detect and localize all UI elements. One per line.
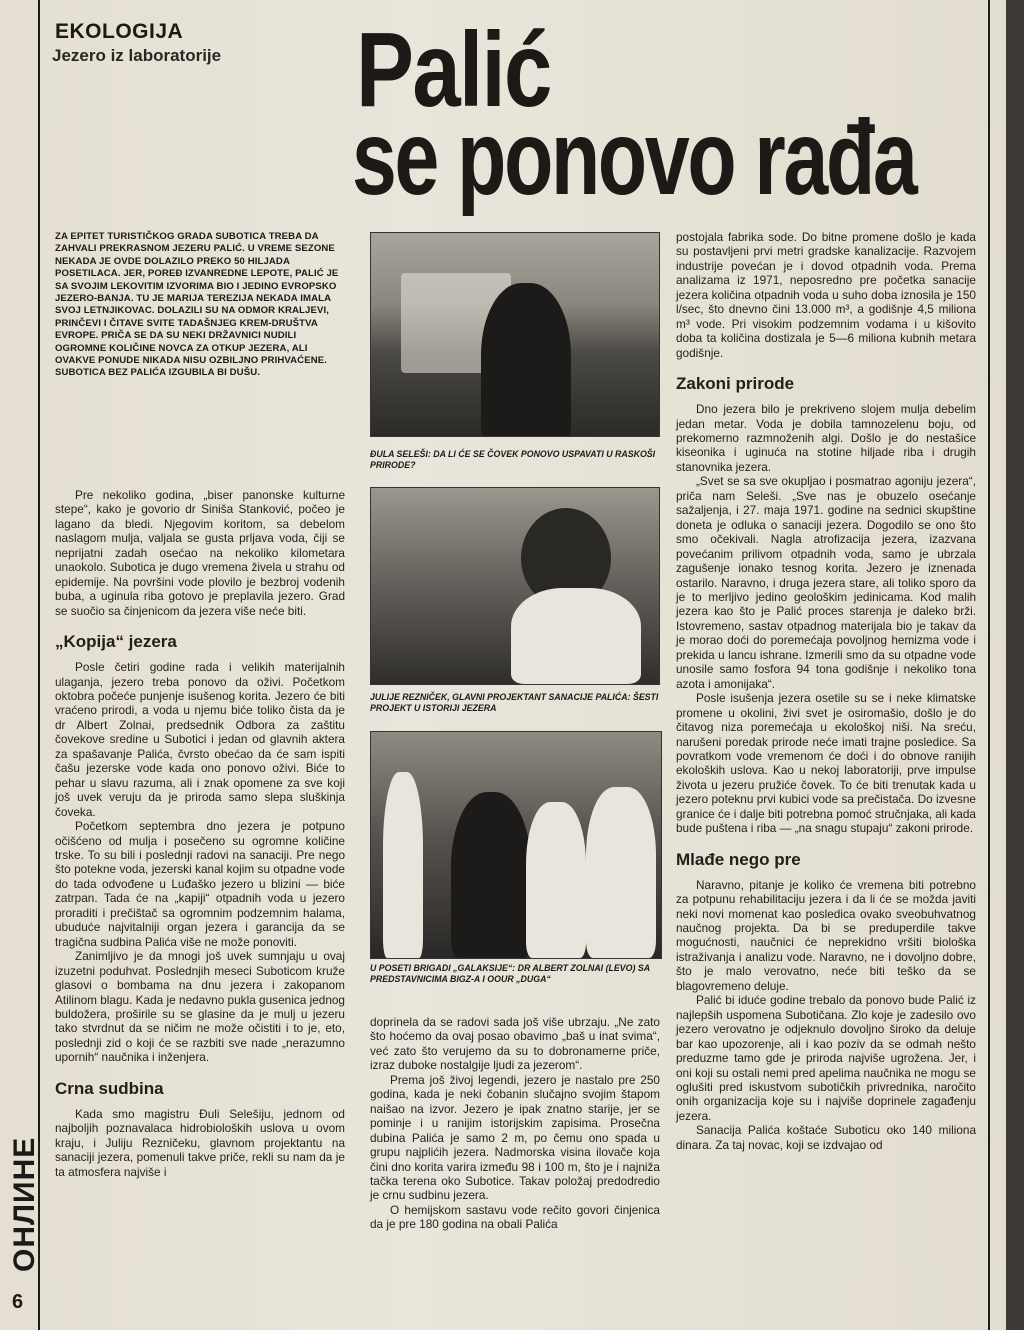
- section-label: EKOLOGIJA: [55, 20, 184, 43]
- subheading: Zakoni prirode: [676, 374, 795, 394]
- paragraph: Početkom septembra dno jezera je potpuno očišćeno od mulja i posečeno su ogromne količine trske. To su bili i poslednji radovi na sanaciji. Pre nego što potekne voda, jezerski kanal kojim su otpadne vode do tada odvođene u Luđaško jezero u blizini — biće zatrpan. Tada će na „kapiji“ otpadnih voda u jezero proraditi i prečištač sa ogromnim podzemnim halama, ubuduće najvitalniji organ jezera i garancija da se tragična sudbina Palića više ne može ponoviti.: [55, 819, 345, 949]
- paragraph: O hemijskom sastavu vode rečito govori činjenica da je pre 180 godina na obali Palića: [370, 1202, 660, 1232]
- paragraph: Naravno, pitanje je koliko će vremena biti potrebno za potpunu rehabilitaciju jezera i da li će se možda javiti neki novi momenat kao posledica ovako sveobuhvatnog naučnog projekta. Da bi se preduperdile takve mogućnosti, naučnici će neprekidno vršiti biološka istraživanja i analizu vode. Naravno, ne i dovoljno dobre, što je malo verovatno, neće biti teško da se blagovremeno deluje.: [676, 877, 976, 993]
- subheading: Crna sudbina: [55, 1078, 164, 1098]
- paragraph: Posle isušenja jezera osetile su se i neke klimatske promene u okolini, živi svet je osiromašio, došlo je do čitavog niza poremećaja u ekološkoj niši. Na sreću, narušeni poredak prirode neće imati trajne posledice. Sa povratkom vode vremenom će doći i do obnove ranijih ekoloških uslova. Kao u nekoj laboratoriji, prve impulse života u jezeru pružiće čovek. To će biti trenutak kada u jezero poteknu prvi kubici vode sa prečistača. Do izvesne granice će i dalje biti potrebna pomoć stručnjaka, ali kada bude puštena i riba — „na snagu stupaju“ zakoni prirode.: [676, 691, 976, 836]
- subheading: Mlađe nego pre: [676, 849, 801, 869]
- paragraph: Dno jezera bilo je prekriveno slojem mulja debelim jedan metar. Voda je dobila tamnozelenu boju, od prekomerno razmnoženih algi. Došlo je do nestašice kiseonika i uginuća na stotine hiljade riba i drugih stanovnika jezera.: [676, 402, 976, 474]
- photo-seleshi: [370, 232, 660, 437]
- photo-caption: JULIJE REZNIČEK, GLAVNI PROJEKTANT SANACIJE PALIĆA: ŠESTI PROJEKT U ISTORIJI JEZERA: [370, 692, 659, 713]
- magazine-spine-logo: ОНЛИНЕ: [8, 1136, 41, 1272]
- article-column-3: [676, 230, 976, 1152]
- photo-caption: U POSETI BRIGADI „GALAKSIJE“: DR ALBERT ZOLNAI (LEVO) SA PREDSTAVNICIMA BIGZ-A I OOUR „DUGA“: [370, 963, 650, 984]
- photo-brigade-visit: [370, 731, 662, 959]
- subheading: „Kopija“ jezera: [55, 632, 177, 652]
- paragraph: doprinela da se radovi sada još više ubrzaju. „Ne zato što hoćemo da ovaj posao obavimo „baš u inat svima“, već zato što verujemo da su to dobronamerne priče, izraz duboke nostalgije ljudi za jezerom“.: [370, 1015, 660, 1073]
- article-column-2: [370, 1015, 660, 1232]
- headline-line-2: se ponovo rađa: [352, 99, 916, 217]
- paragraph: Pre nekoliko godina, „biser panonske kulturne stepe“, kako je govorio dr Siniša Stanković, počeo je lagano da bledi. Njegovim koritom, sa debelom naslagom mulja, valjala se gusta prljava voda, čiji se neprijatni zadah osećao na nekoliko kilometara unaokolo. Subotica je dugo vremena živela u strahu od epidemije. Na površini vode plovilo je bezbroj vodenih buba, a uginula riba gotovo je preplavila jezero. Grad se suočio sa činjenicom da jezera više neće biti.: [55, 488, 345, 618]
- headline-line-1: Palić: [356, 11, 551, 129]
- paragraph: Posle četiri godine rada i velikih materijalnih ulaganja, jezero treba ponovo da oživi. Početkom oktobra počeće punjenje isušenog korita. Jezero će biti vraćeno prirodi, a voda u njemu biće toliko čista da je dr Albert Zolnai, predsednik Odbora za zaštitu čovekove sredine u Subotici i jedan od glavnih aktera za spašavanje Palića, čvrsto obećao da će sam ispiti čašu jezerske vode kada ono ponovo oživi. Biće to pehar u slavu razuma, ali i znak opomene za sve koji još uvek veruju da je priroda samo slepa sluškinja čoveka.: [55, 660, 345, 819]
- article-column-1: [55, 488, 345, 1179]
- paragraph: Sanacija Palića koštaće Suboticu oko 140 miliona dinara. Za taj novac, koji se izdvajao od: [676, 1123, 976, 1152]
- paragraph: Kada smo magistru Đuli Selešiju, jednom od najboljih poznavalaca hidrobioloških uslova u ovom kraju, i Juliju Rezničeku, glavnom projektantu na sanaciji jezera, pomenuli takve priče, rekli su nam da je ta atmosfera najviše i: [55, 1106, 345, 1179]
- page-number: 6: [12, 1291, 24, 1313]
- left-column-rule: [38, 0, 40, 1330]
- paragraph: Prema još živoj legendi, jezero je nastalo pre 250 godina, kada je neki čobanin slučajno svojim štapom naišao na izvor. Jezero je ipak znatno starije, jer se pominje i u ranijim istorijskim zapisima. Prosečna dubina Palića je samo 2 m, po čemu ono spada u grupu najplićih jezera. Nadmorska visina ilovače koja čini dno korita varira između 98 i 100 m, što je i najniža tačka terena oko Subotice. Takav položaj predodredio je crnu sudbinu jezera.: [370, 1072, 660, 1203]
- page-edge: [1006, 0, 1024, 1330]
- paragraph: Zanimljivo je da mnogi još uvek sumnjaju u ovaj izuzetni poduhvat. Poslednjih meseci Suboticom kruže glasovi o bombama na dnu jezera i zakopanom Atilinom blagu. Kada je nedavno pukla gusenica jednog buldožera, proširile su se glasine da je mulj u jezeru tako stvrdnut da se ničim ne može očistiti i to je, eto, poslednji zid o koji će se razbiti sve nade „nerazumno upornih“ naučnika i inženjera.: [55, 949, 345, 1065]
- paragraph: Palić bi iduće godine trebalo da ponovo bude Palić iz najlepših uspomena Subotičana. Zlo koje je zadesilo ovo jezero verovatno je odjeknulo dovoljno široko da deluje bar kao upozorenje, ali i kao poziv da se odmah nešto preduzme tamo gde je priroda najviše ugrožena. Jer, i oni koji su ostali nemi pred apelima naučnika ne mogu se oglušiti pred iskustvom subotičkih privrednika, naročito onih organizacija koje su i najviše doprinele zagađenju jezera.: [676, 993, 976, 1123]
- lead-paragraph: ZA EPITET TURISTIČKOG GRADA SUBOTICA TREBA DA ZAHVALI PREKRASNOM JEZERU PALIĆ. U VREME SEZONE NEKADA JE OVDE DOLAZILO PREKO 50 HILJADA POSETILACA. JER, POREĐ IZVANREDNE LEPOTE, PALIĆ JE SA SVOJIM LEKOVITIM IZVORIMA BIO I JEDINO EVROPSKO JEZERO-BANJA. TU JE MARIJA TEREZIJA NEKADA IMALA SVOJ LETNJIKOVAC. DOLAZILI SU NA ODMOR KRALJEVI, PRINČEVI I ČITAVE SVITE TADAŠNJEG KREM-DRUŠTVA EVROPE. PRIČA SE DA SU NEKI DRŽAVNICI NUDILI OGROMNE KOLIČINE NOVCA ZA OTKUP JEZERA, ALI OVAKVE PONUDE NIKADA NISU OZBILJNO PRIHVAĆENE. SUBOTICA BEZ PALIĆA IZGUBILA BI DUŠU.: [55, 231, 339, 379]
- photo-reznicek: [370, 487, 660, 685]
- photo-caption: ĐULA SELEŠI: DA LI ĆE SE ČOVEK PONOVO USPAVATI U RASKOŠI PRIRODE?: [370, 449, 656, 470]
- paragraph: „Svet se sa sve okupljao i posmatrao agoniju jezera“, priča nam Seleši. „Sve nas je obuzelo osećanje sažaljenja, i 27. maja 1971. godine na sednici skupštine doneta je odluka o sanaciji jezera. Dogodilo se ono što smo očekivali. Nagla atrofizacija jezera, izazvana povećanim prilivom otpadnih voda, samo je ubrzala zagušenje ionako tesnog korita. Jezero je iznenada ostarilo. Naravno, i druga jezera stare, ali toliko sporo da je to merljivo jedino geološkim jedinicama. Kod malih jezera kao što je Palić proces starenja je daleko brži. Istovremeno, sastav otpadnog materijala bio je takav da je morao doći do poremećaja povoljnog hemizma vode i prekida u lancu ishrane. Izmerili smo da su otpadne vode unosile samo fosfora 94 tona godišnje i nekoliko tona azota i amonijaka“.: [676, 474, 976, 691]
- paragraph: postojala fabrika sode. Do bitne promene došlo je kada su postavljeni prvi metri gradske kanalizacije. Razvojem industrije povećan je i dovod otpadnih voda. Prema analizama iz 1971, neposredno pre početka sanacije jezera količina otpadnih voda u suho doba iznosila je 150 l/sec, što dnevno čini 13.000 m³, a godišnje 4,5 miliona m³ vode. Pri visokim podzemnim vodama i u kišovito doba ta količina dostizala je 5—6 miliona kubnih metara godišnje.: [676, 230, 976, 360]
- right-column-rule: [988, 0, 990, 1330]
- section-subtitle: Jezero iz laboratorije: [52, 46, 222, 65]
